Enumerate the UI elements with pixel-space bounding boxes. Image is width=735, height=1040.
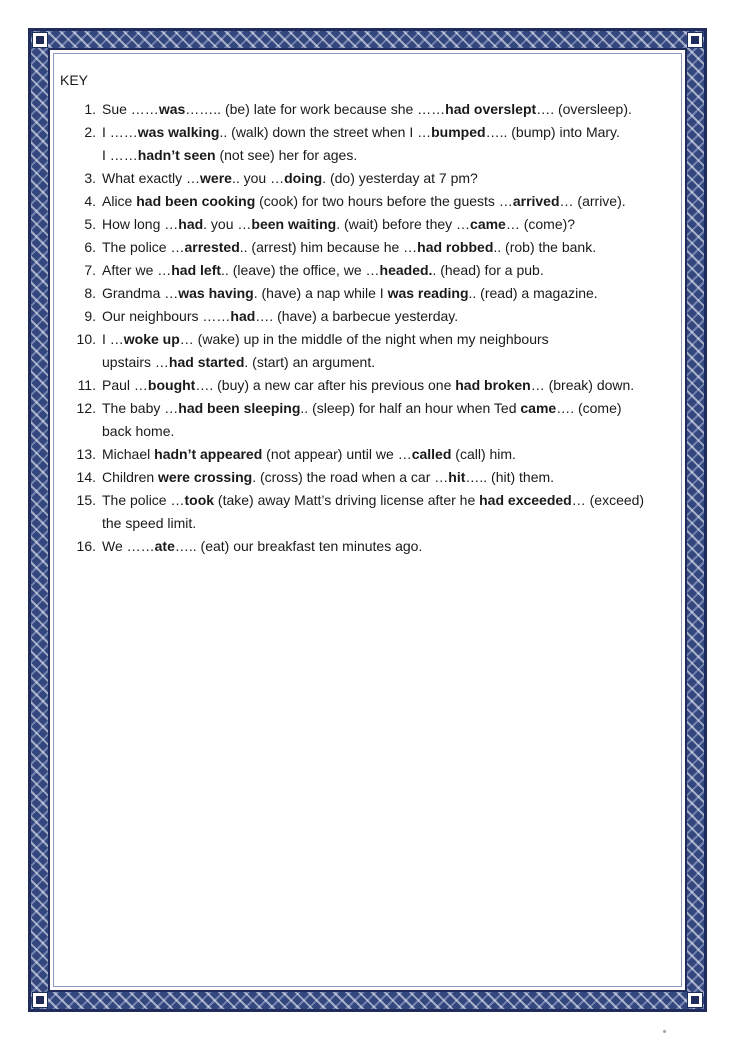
answer-verb: bumped — [431, 124, 486, 140]
item-number: 5. — [84, 216, 96, 232]
scan-speck — [663, 1030, 666, 1033]
item-sentence — [102, 489, 670, 535]
sentence-text: I …… — [102, 124, 138, 140]
border-corner-ornament — [688, 993, 702, 1007]
list-item — [60, 443, 670, 466]
answer-verb: been waiting — [251, 216, 337, 232]
list-item — [60, 121, 670, 167]
sentence-line-continued — [102, 144, 670, 167]
answer-verb: had exceeded — [479, 492, 572, 508]
sentence-text: Paul … — [102, 377, 148, 393]
sentence-line — [102, 374, 670, 397]
sentence-text: . (cross) the road when a car … — [252, 469, 449, 485]
sentence-text: …. (come) — [556, 400, 622, 416]
sentence-text: … (exceed) — [571, 492, 645, 508]
sentence-text: .. (leave) the office, we … — [221, 262, 380, 278]
sentence-text: The baby … — [102, 400, 179, 416]
answer-verb: had left — [171, 262, 222, 278]
item-number: 8. — [84, 285, 96, 301]
sentence-text: What exactly … — [102, 170, 201, 186]
item-sentence — [102, 328, 670, 374]
item-number: 11. — [77, 377, 96, 393]
sentence-line — [102, 282, 670, 305]
answer-verb: had been sleeping — [178, 400, 301, 416]
answer-verb: had broken — [455, 377, 531, 393]
answer-verb: was walking — [137, 124, 220, 140]
sentence-text: … (come)? — [505, 216, 576, 232]
sentence-text: … (wake) up in the middle of the night when my neighbours — [179, 331, 549, 347]
sentence-line — [102, 489, 670, 512]
sentence-text: I …… — [102, 147, 138, 163]
item-sentence — [102, 259, 670, 282]
sentence-line — [102, 213, 670, 236]
item-sentence — [102, 121, 670, 167]
answer-verb: doing — [284, 170, 323, 186]
sentence-line — [102, 167, 670, 190]
sentence-text: After we … — [102, 262, 172, 278]
sentence-line — [102, 98, 670, 121]
border-corner-ornament — [33, 33, 47, 47]
list-item — [60, 236, 670, 259]
answer-verb: were crossing — [158, 469, 253, 485]
sentence-text: .. (walk) down the street when I … — [219, 124, 432, 140]
sentence-text: … (break) down. — [530, 377, 635, 393]
answer-verb: had overslept — [445, 101, 537, 117]
list-item — [60, 466, 670, 489]
sentence-text: . (start) an argument. — [244, 354, 376, 370]
item-sentence — [102, 282, 670, 305]
item-number: 12. — [76, 400, 96, 416]
page-title: KEY — [60, 72, 89, 88]
sentence-text: . you … — [203, 216, 252, 232]
sentence-line-continued — [102, 512, 670, 535]
list-item — [60, 397, 670, 443]
answer-verb: arrived — [512, 193, 560, 209]
sentence-line — [102, 236, 670, 259]
answer-verb: had — [230, 308, 256, 324]
sentence-text: (not see) her for ages. — [215, 147, 358, 163]
item-number: 15. — [76, 492, 96, 508]
border-corner-ornament — [33, 993, 47, 1007]
answer-verb: was having — [178, 285, 254, 301]
answer-verb: came — [470, 216, 506, 232]
sentence-text: I … — [102, 331, 124, 347]
item-sentence — [102, 305, 670, 328]
answer-verb: had started — [168, 354, 245, 370]
sentence-text: ….. (bump) into Mary. — [485, 124, 620, 140]
answer-list — [60, 98, 670, 558]
item-number: 3. — [84, 170, 96, 186]
sentence-text: ….. (eat) our breakfast ten minutes ago. — [174, 538, 423, 554]
sentence-text: …….. (be) late for work because she …… — [185, 101, 446, 117]
list-item — [60, 489, 670, 535]
list-item — [60, 374, 670, 397]
sentence-text: . (wait) before they … — [336, 216, 471, 232]
item-number: 1. — [84, 101, 96, 117]
item-sentence — [102, 443, 670, 466]
sentence-text: …. (buy) a new car after his previous one — [195, 377, 456, 393]
sentence-text: Sue …… — [102, 101, 159, 117]
sentence-line — [102, 535, 670, 558]
answer-verb: headed. — [379, 262, 433, 278]
item-number: 4. — [84, 193, 96, 209]
sentence-text: …. (have) a barbecue yesterday. — [255, 308, 459, 324]
sentence-text: the speed limit. — [102, 515, 197, 531]
sentence-line-continued — [102, 351, 670, 374]
sentence-text: Alice — [102, 193, 137, 209]
sentence-text: (call) him. — [451, 446, 516, 462]
sentence-text: .. (arrest) him because he … — [239, 239, 418, 255]
answer-verb: hit — [448, 469, 466, 485]
sentence-text: Children — [102, 469, 159, 485]
sentence-text: . (head) for a pub. — [432, 262, 544, 278]
item-sentence — [102, 213, 670, 236]
item-sentence — [102, 535, 670, 558]
item-sentence — [102, 98, 670, 121]
list-item — [60, 328, 670, 374]
answer-verb: bought — [147, 377, 196, 393]
answer-verb: were — [200, 170, 232, 186]
answer-verb: hadn’t seen — [137, 147, 216, 163]
item-number: 10. — [76, 331, 96, 347]
sentence-line — [102, 121, 670, 144]
answer-verb: had been cooking — [136, 193, 256, 209]
item-sentence — [102, 397, 670, 443]
sentence-text: .. (rob) the bank. — [493, 239, 597, 255]
sentence-text: ….. (hit) them. — [465, 469, 555, 485]
answer-verb: was reading — [387, 285, 469, 301]
sentence-text: We …… — [102, 538, 155, 554]
answer-verb: came — [520, 400, 557, 416]
sentence-text: . (do) yesterday at 7 pm? — [322, 170, 478, 186]
sentence-text: … (arrive). — [559, 193, 626, 209]
sentence-text: Our neighbours …… — [102, 308, 231, 324]
sentence-text: .. you … — [231, 170, 285, 186]
item-sentence — [102, 466, 670, 489]
item-sentence — [102, 167, 670, 190]
list-item — [60, 167, 670, 190]
sentence-line — [102, 259, 670, 282]
item-number: 7. — [84, 262, 96, 278]
answer-verb: hadn’t appeared — [154, 446, 263, 462]
item-sentence — [102, 374, 670, 397]
sentence-text: (cook) for two hours before the guests … — [255, 193, 513, 209]
item-number: 2. — [84, 124, 96, 140]
answer-verb: ate — [154, 538, 175, 554]
sentence-line-continued — [102, 420, 670, 443]
answer-verb: arrested — [184, 239, 240, 255]
sentence-line — [102, 397, 670, 420]
list-item — [60, 305, 670, 328]
item-number: 6. — [84, 239, 96, 255]
item-number: 16. — [76, 538, 96, 554]
list-item — [60, 213, 670, 236]
list-item — [60, 535, 670, 558]
sentence-line — [102, 443, 670, 466]
answer-verb: had robbed — [417, 239, 494, 255]
sentence-line — [102, 466, 670, 489]
sentence-text: back home. — [102, 423, 175, 439]
answer-verb: woke up — [123, 331, 180, 347]
list-item — [60, 190, 670, 213]
sentence-text: .. (read) a magazine. — [468, 285, 598, 301]
sentence-text: (not appear) until we … — [262, 446, 412, 462]
sentence-text: How long … — [102, 216, 179, 232]
item-number: 13. — [76, 446, 96, 462]
sentence-text: Michael — [102, 446, 155, 462]
sentence-text: Grandma … — [102, 285, 179, 301]
list-item — [60, 259, 670, 282]
list-item — [60, 282, 670, 305]
item-sentence — [102, 236, 670, 259]
answer-verb: took — [184, 492, 215, 508]
sentence-text: The police … — [102, 239, 185, 255]
worksheet-content — [60, 72, 670, 558]
sentence-text: .. (sleep) for half an hour when Ted — [300, 400, 521, 416]
answer-verb: called — [411, 446, 452, 462]
item-number: 9. — [84, 308, 96, 324]
sentence-text: …. (oversleep). — [536, 101, 632, 117]
answer-verb: had — [178, 216, 204, 232]
sentence-text: (take) away Matt’s driving license after he — [214, 492, 480, 508]
sentence-line — [102, 305, 670, 328]
item-number: 14. — [76, 469, 96, 485]
sentence-line — [102, 328, 670, 351]
sentence-text: upstairs … — [102, 354, 169, 370]
sentence-text: The police … — [102, 492, 185, 508]
sentence-text: . (have) a nap while I — [253, 285, 388, 301]
border-corner-ornament — [688, 33, 702, 47]
item-sentence — [102, 190, 670, 213]
list-item — [60, 98, 670, 121]
sentence-line — [102, 190, 670, 213]
answer-verb: was — [158, 101, 186, 117]
